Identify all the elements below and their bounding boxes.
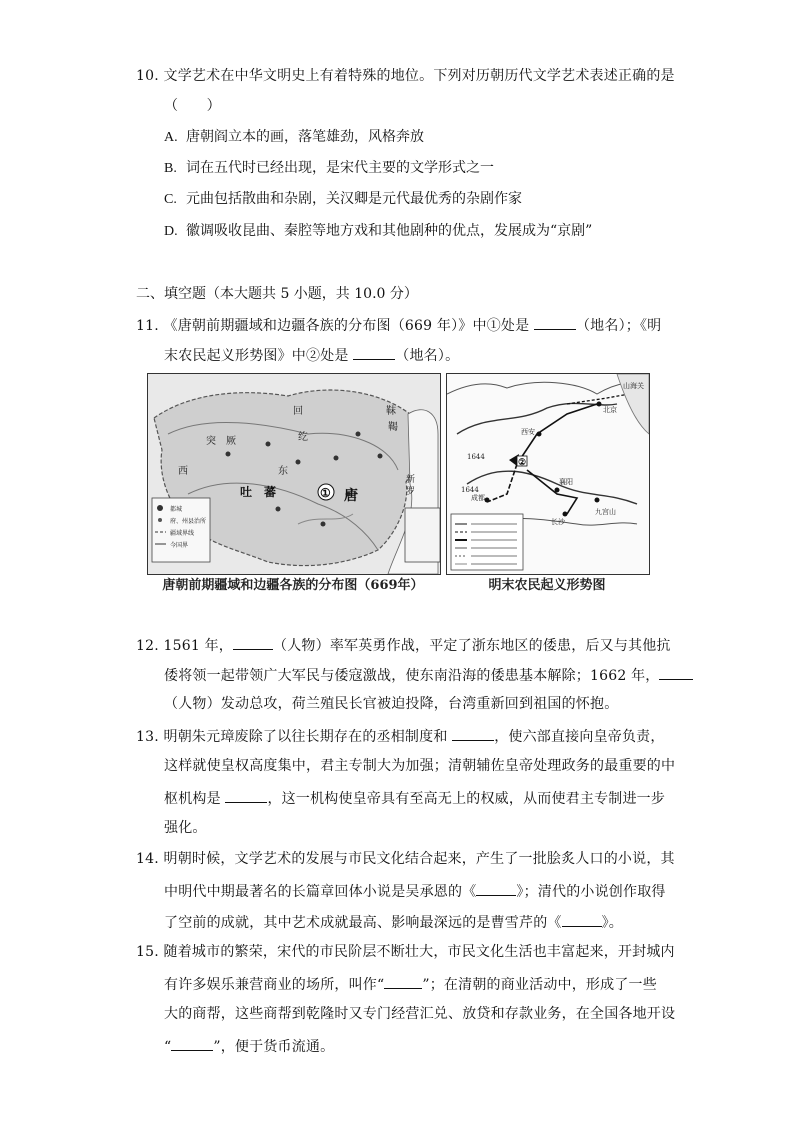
q11-blank-2[interactable] <box>353 344 395 360</box>
map-label: 靺 <box>386 406 396 417</box>
q11-number: 11. <box>136 318 159 334</box>
q14-text-d: 了空前的成就，其中艺术成就最高、影响最深远的是曹雪芹的《 <box>164 915 562 931</box>
q10-stem-line1 <box>136 66 675 86</box>
circle-marker-1: ① <box>320 486 331 500</box>
q12-text-a: 1561 年， <box>163 638 234 654</box>
q15-text-a: 随着城市的繁荣，宋代的市民阶层不断壮大，市民文化生活也丰富起来，开封城内 <box>163 944 675 960</box>
map-label: 突 厥 <box>206 436 236 447</box>
q11-text-d: （地名）。 <box>395 348 460 364</box>
option-text: 徽调吸收昆曲、秦腔等地方戏和其他剧种的优点，发展成为“京剧” <box>186 223 593 239</box>
q13-line3 <box>164 787 665 809</box>
q14-line2 <box>164 880 666 902</box>
map-label: 九宫山 <box>595 508 616 516</box>
q15-number: 15. <box>136 944 159 960</box>
map-label: 鞨 <box>388 422 398 433</box>
q15-line1 <box>136 942 675 962</box>
q11-text-b: （地名）；《明 <box>575 318 662 334</box>
tang-territory-map <box>147 373 441 575</box>
ming-map-graphic <box>447 374 649 574</box>
option-text: 元曲包括散曲和杂剧，关汉卿是元代最优秀的杂剧作家 <box>186 191 522 207</box>
q10-option-b <box>164 158 494 179</box>
map-label: 成都 <box>471 494 485 502</box>
q15-text-d: “ <box>164 1039 172 1055</box>
option-text: 唐朝阎立本的画，落笔雄劲，风格奔放 <box>186 129 424 145</box>
option-letter: A. <box>164 130 178 145</box>
q15-line4 <box>164 1035 334 1057</box>
map-label: 襄阳 <box>559 478 573 486</box>
q12-text-c: 倭将领一起带领广大军民与倭寇激战，使东南沿海的倭患基本解除；1662 年， <box>164 668 660 684</box>
q12-line3: （人物）发动总攻，荷兰殖民长官被迫投降，台湾重新回到祖国的怀抱。 <box>164 696 619 712</box>
q13-line2: 这样就使皇权高度集中，君主专制大为加强；清朝辅佐皇帝处理政务的最重要的中 <box>164 758 676 774</box>
q12-number: 12. <box>136 638 159 654</box>
map-label: 吐 蕃 <box>240 485 277 499</box>
q11-text-c: 末农民起义形势图》中②处是 <box>164 348 349 364</box>
map-label: 1644 <box>467 453 485 461</box>
q13-number: 13. <box>136 729 159 745</box>
q15-line3: 大的商帮，这些商帮到乾隆时又专门经营汇兑、放贷和存款业务，在全国各地开设 <box>164 1006 676 1022</box>
q15-text-b: 有许多娱乐兼营商业的场所，叫作“ <box>164 977 385 993</box>
map-label: 北京 <box>603 406 617 414</box>
q13-blank-1[interactable] <box>452 725 494 741</box>
q10-option-a <box>164 127 424 148</box>
q13-text-a: 明朝朱元璋废除了以往长期存在的丞相制度和 <box>163 729 448 745</box>
map-label: 西安 <box>521 428 535 436</box>
q11-text-a: 《唐朝前期疆域和边疆各族的分布图（669 年）》中①处是 <box>163 318 530 334</box>
q12-text-b: （人物）率军英勇作战，平定了浙东地区的倭患，后又与其他抗 <box>273 638 671 654</box>
q14-blank-1[interactable] <box>476 880 516 896</box>
q11-blank-1[interactable] <box>534 314 576 330</box>
q10-paren: （ ） <box>164 98 221 114</box>
map-label: 罗 <box>406 487 416 497</box>
map-label: 1644 <box>461 486 479 494</box>
option-letter: C. <box>164 192 177 207</box>
ming-uprising-map <box>446 373 650 575</box>
q13-line1 <box>136 725 665 747</box>
option-letter: D. <box>164 224 178 239</box>
legend-label: 都城 <box>170 506 183 513</box>
option-text: 词在五代时已经出现，是宋代主要的文学形式之一 <box>186 160 494 176</box>
tang-map-graphic <box>148 374 440 574</box>
option-letter: B. <box>164 161 177 176</box>
ming-map-caption: 明末农民起义形势图 <box>488 578 606 593</box>
q14-line1 <box>136 849 675 869</box>
circle-marker-2: ② <box>518 458 527 468</box>
q13-text-c: 枢机构是 <box>164 791 221 807</box>
map-label: 回 <box>293 406 303 417</box>
q13-text-b: ，使六部直接向皇帝负责， <box>494 729 665 745</box>
map-label: 新 <box>406 475 416 485</box>
q11-maps <box>147 373 649 597</box>
q14-text-c: 》；清代的小说创作取得 <box>516 884 666 900</box>
tang-map-caption: 唐朝前期疆域和边疆各族的分布图（669年） <box>162 578 424 593</box>
legend-label: 府、州县治所 <box>170 518 207 525</box>
legend-label: 疆域界线 <box>170 530 195 537</box>
map-label: 山海关 <box>623 382 644 390</box>
map-label: 唐 <box>344 488 358 504</box>
q14-text-b: 中明代中期最著名的长篇章回体小说是吴承恩的《 <box>164 884 477 900</box>
q13-line4: 强化。 <box>164 820 207 836</box>
q11-line2 <box>164 344 459 366</box>
q14-line3 <box>164 911 623 933</box>
q15-blank-1[interactable] <box>384 973 422 989</box>
q14-number: 14. <box>136 851 159 867</box>
q15-text-c: ”；在清朝的商业活动中，形成了一些 <box>422 977 657 993</box>
q12-blank-2[interactable] <box>659 664 693 680</box>
q10-stem-text: 文学艺术在中华文明史上有着特殊的地位。下列对历朝历代文学艺术表述正确的是 <box>163 68 675 84</box>
legend-label: 今国界 <box>170 542 189 549</box>
q15-blank-2[interactable] <box>171 1035 213 1051</box>
map-label: 东 <box>278 466 288 477</box>
section-title: 二、填空题（本大题共 5 小题，共 10.0 分） <box>136 286 418 302</box>
q10-number: 10. <box>136 68 159 84</box>
q10-option-c <box>164 189 522 210</box>
q13-text-d: ，这一机构使皇帝具有至高无上的权威，从而使君主专制进一步 <box>267 791 666 807</box>
map-label: 纥 <box>298 432 308 443</box>
q14-text-a: 明朝时候，文学艺术的发展与市民文化结合起来，产生了一批脍炙人口的小说，其 <box>163 851 675 867</box>
map-label: 西 <box>178 466 188 477</box>
q14-text-e: 》。 <box>601 915 624 931</box>
q14-blank-2[interactable] <box>562 911 602 927</box>
q12-blank-1[interactable] <box>233 634 273 650</box>
q15-text-e: ”，便于货币流通。 <box>213 1039 335 1055</box>
q13-blank-2[interactable] <box>225 787 267 803</box>
map-label: 长沙 <box>551 518 565 526</box>
q15-line2 <box>164 973 657 995</box>
q11-line1 <box>136 314 661 336</box>
q12-line2 <box>164 664 693 686</box>
q10-option-d <box>164 221 592 242</box>
q12-line1 <box>136 634 671 656</box>
